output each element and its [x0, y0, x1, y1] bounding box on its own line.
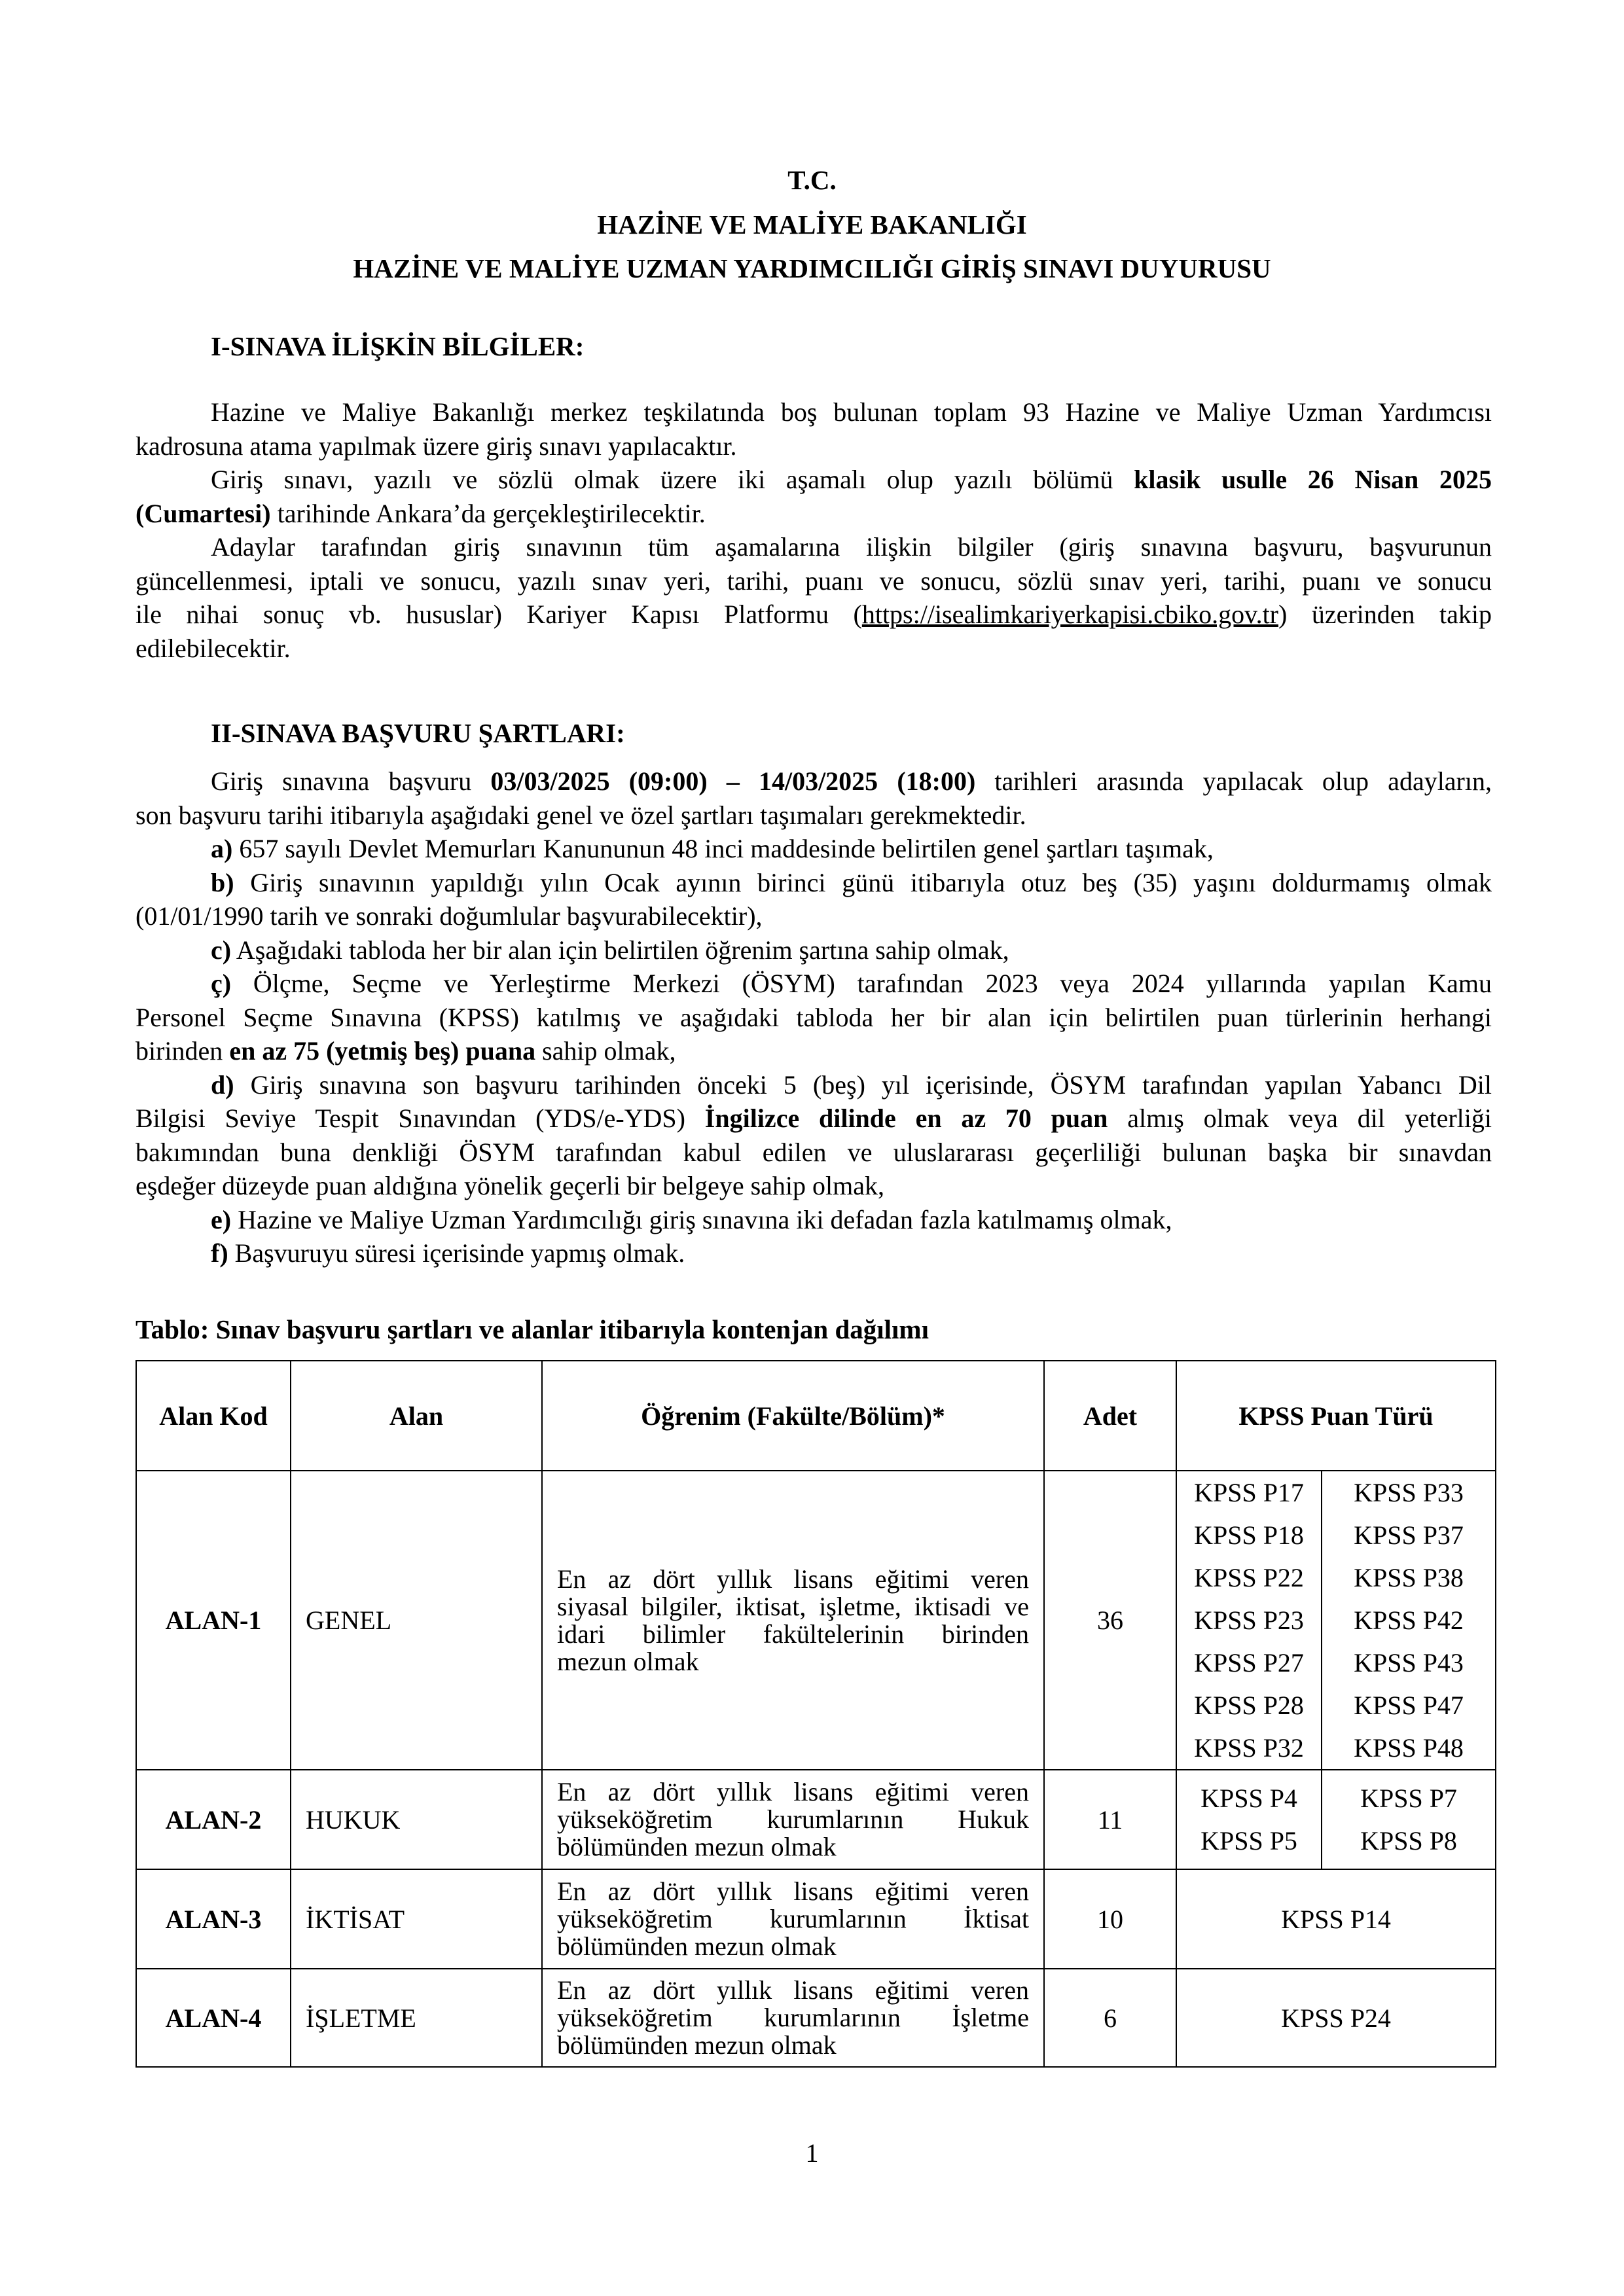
item-d-text2: Bilgisi Seviye Tespit Sınavından (YDS/e-YDS) [135, 1103, 705, 1133]
row2-code: ALAN-2 [136, 1770, 291, 1869]
header-title: HAZİNE VE MALİYE UZMAN YARDIMCILIĞI GİRİŞ SINAVI DUYURUSU [353, 253, 1271, 283]
row4-edu [542, 1969, 1044, 2067]
row1-edu [542, 1471, 1044, 1770]
row2-alan: HUKUK [291, 1770, 542, 1869]
item-cc-line1 [135, 967, 1492, 1001]
intro-text2: tarihleri arasında yapılacak olup adayların, [975, 766, 1492, 796]
section1-paragraphs [135, 395, 1492, 665]
item-c [135, 933, 1492, 967]
row2-kpss-left [1176, 1770, 1322, 1869]
item-a-text: 657 sayılı Devlet Memurları Kanununun 48 inci maddesinde belirtilen genel şartları taşımak, [232, 834, 1214, 863]
row2-adet: 11 [1044, 1770, 1176, 1869]
kpss-score-type: KPSS P7 [1360, 1784, 1457, 1813]
intro-line1 [135, 764, 1492, 798]
row4-kpss: KPSS P24 [1176, 1969, 1496, 2067]
row2-edu-l2: yükseköğretim kurumlarının Hukuk [557, 1804, 1029, 1834]
item-f [135, 1236, 1492, 1270]
kpss-score-type: KPSS P17 [1194, 1478, 1304, 1507]
row3-edu-l2: yükseköğretim kurumlarının İktisat [557, 1904, 1029, 1933]
application-dates: 03/03/2025 (09:00) – 14/03/2025 (18:00) [490, 766, 976, 796]
row3-code: ALAN-3 [136, 1869, 291, 1969]
row4-edu-l3: bölümünden mezun olmak [557, 2030, 837, 2060]
row3-edu-l1: En az dört yıllık lisans eğitimi veren [557, 1876, 1029, 1906]
kariyer-kapisi-link[interactable]: https://isealimkariyerkapisi.cbiko.gov.tr [861, 600, 1278, 629]
kpss-score-type: KPSS P18 [1194, 1520, 1304, 1550]
row4-edu-l1: En az dört yıllık lisans eğitimi veren [557, 1975, 1029, 2005]
row1-kpss-right [1322, 1471, 1496, 1770]
row1-edu-l3: idari bilimler fakültelerinin birinden [557, 1619, 1029, 1649]
p3-line3 [135, 598, 1492, 632]
item-d-line2 [135, 1102, 1492, 1136]
item-e [135, 1203, 1492, 1237]
item-d-line4: eşdeğer düzeyde puan aldığına yönelik geçerli bir belgeye sahip olmak, [135, 1171, 885, 1200]
row2-edu-l3: bölümünden mezun olmak [557, 1832, 837, 1861]
item-b-text: Giriş sınavının yapıldığı yılın Ocak ayının birinci günü itibarıyla otuz beş (35) yaşını doldurmamış olmak [234, 867, 1492, 897]
p2-text2: tarihinde Ankara’da gerçekleştirilecektir. [270, 498, 706, 528]
item-c-key: c) [211, 935, 232, 965]
item-cc-score-bold: en az 75 (yetmiş beş) puana [229, 1036, 536, 1066]
header-alan: Alan [291, 1361, 542, 1471]
row1-adet: 36 [1044, 1471, 1176, 1770]
row4-edu-l2: yükseköğretim kurumlarının İşletme [557, 2003, 1029, 2032]
kpss-score-type: KPSS P37 [1354, 1520, 1464, 1550]
item-a [135, 832, 1492, 866]
quota-table [135, 1360, 1496, 2068]
p2-line2 [135, 497, 1492, 531]
kpss-score-type: KPSS P47 [1354, 1691, 1464, 1720]
item-cc-line3 [135, 1034, 1492, 1068]
item-cc-text4: sahip olmak, [535, 1036, 676, 1066]
kpss-score-type: KPSS P22 [1194, 1563, 1304, 1592]
kpss-score-type: KPSS P23 [1194, 1605, 1304, 1635]
table-header-row [136, 1361, 1496, 1471]
row1-code: ALAN-1 [136, 1471, 291, 1770]
row1-edu-l2: siyasal bilgiler, iktisat, işletme, iktisadi ve [557, 1591, 1029, 1621]
item-d-key: d) [211, 1069, 234, 1100]
p1-line2: kadrosuna atama yapılmak üzere giriş sınavı yapılacaktır. [135, 431, 737, 461]
p2-day-bold: (Cumartesi) [135, 498, 271, 528]
kpss-score-type: KPSS P27 [1194, 1648, 1304, 1677]
item-f-text: Başvuruyu süresi içerisinde yapmış olmak. [228, 1238, 685, 1268]
table-row [136, 1969, 1496, 2067]
row1-kpss-left [1176, 1471, 1322, 1770]
kpss-score-type: KPSS P32 [1194, 1733, 1304, 1763]
p3-text2: ) üzerinden takip [1278, 600, 1492, 629]
p3-line1: Adaylar tarafından giriş sınavının tüm aşamalarına ilişkin bilgiler (giriş sınavına başvuru, başvurunun [211, 532, 1492, 562]
row3-alan: İKTİSAT [291, 1869, 542, 1969]
kpss-score-type: KPSS P28 [1194, 1691, 1304, 1720]
p3-text: ile nihai sonuç vb. hususlar) Kariyer Kapısı Platformu ( [135, 600, 862, 629]
p1-line1: Hazine ve Maliye Bakanlığı merkez teşkilatında boş bulunan toplam 93 Hazine ve Maliye Uzman Yardımcısı [211, 397, 1492, 427]
intro-line2: son başvuru tarihi itibarıyla aşağıdaki genel ve özel şartları taşımaları gerekmektedir. [135, 800, 1026, 830]
header-alan-kod: Alan Kod [136, 1361, 291, 1471]
item-cc-line2: Personel Seçme Sınavına (KPSS) katılmış ve aşağıdaki tabloda her bir alan için belirtilen puan türlerinin herhangi [135, 1002, 1492, 1032]
item-d-line3: bakımından buna denkliği ÖSYM tarafından kabul edilen ve uluslararası geçerliliği bulunan başka bir sınavdan [135, 1137, 1492, 1167]
row4-code: ALAN-4 [136, 1969, 291, 2067]
row3-adet: 10 [1044, 1869, 1176, 1969]
kpss-score-type: KPSS P8 [1360, 1826, 1457, 1856]
table-caption: Tablo: Sınav başvuru şartları ve alanlar itibarıyla kontenjan dağılımı [135, 1314, 929, 1344]
kpss-score-type: KPSS P43 [1354, 1648, 1464, 1677]
section1-title: I-SINAVA İLİŞKİN BİLGİLER: [211, 331, 585, 361]
p2-date-bold: klasik usulle 26 Nisan 2025 [1134, 465, 1492, 494]
p2-line1 [135, 463, 1492, 497]
table-row [136, 1869, 1496, 1969]
p3-line2: güncellenmesi, iptali ve sonucu, yazılı sınav yeri, tarihi, puanı ve sonucu, sözlü sınav yeri, tarihi, puanı ve sonucu [135, 565, 1492, 596]
row3-edu [542, 1869, 1044, 1969]
kpss-score-type: KPSS P4 [1200, 1784, 1297, 1813]
row2-edu-l1: En az dört yıllık lisans eğitimi veren [557, 1777, 1029, 1806]
section2-paragraphs [135, 764, 1492, 1270]
kpss-score-type: KPSS P33 [1354, 1478, 1464, 1507]
item-e-text: Hazine ve Maliye Uzman Yardımcılığı giriş sınavına iki defadan fazla katılmamış olmak, [231, 1204, 1172, 1234]
page-number: 1 [805, 2138, 819, 2168]
section2-title: II-SINAVA BAŞVURU ŞARTLARI: [211, 718, 625, 748]
intro-text: Giriş sınavına başvuru [211, 766, 491, 796]
item-e-key: e) [211, 1204, 232, 1234]
header-kpss: KPSS Puan Türü [1176, 1361, 1496, 1471]
row2-edu [542, 1770, 1044, 1869]
row1-edu-l4: mezun olmak [557, 1646, 699, 1676]
kpss-score-type: KPSS P48 [1354, 1733, 1464, 1763]
kpss-score-type: KPSS P5 [1200, 1826, 1297, 1856]
item-cc-key: ç) [211, 969, 232, 998]
p3-line4: edilebilecektir. [135, 633, 291, 663]
header-adet: Adet [1044, 1361, 1176, 1471]
row3-kpss: KPSS P14 [1176, 1869, 1496, 1969]
row1-alan: GENEL [291, 1471, 542, 1770]
header-ogrenim: Öğrenim (Fakülte/Bölüm)* [542, 1361, 1044, 1471]
item-f-key: f) [211, 1238, 228, 1268]
row3-edu-l3: bölümünden mezun olmak [557, 1931, 837, 1961]
header-ministry: HAZİNE VE MALİYE BAKANLIĞI [597, 209, 1027, 240]
row2-kpss-right [1322, 1770, 1496, 1869]
item-cc-text3: birinden [135, 1036, 230, 1066]
row4-adet: 6 [1044, 1969, 1176, 2067]
item-c-text: Aşağıdaki tabloda her bir alan için belirtilen öğrenim şartına sahip olmak, [231, 935, 1009, 965]
item-d-english-bold: İngilizce dilinde en az 70 puan [704, 1103, 1108, 1133]
table-row [136, 1770, 1496, 1869]
kpss-score-type: KPSS P42 [1354, 1605, 1464, 1635]
item-cc-text: Ölçme, Seçme ve Yerleştirme Merkezi (ÖSYM) tarafından 2023 veya 2024 yıllarında yapılan Kamu [231, 969, 1492, 998]
header-line-tc: T.C. [787, 165, 837, 195]
row4-alan: İŞLETME [291, 1969, 542, 2067]
item-b-key: b) [211, 867, 234, 897]
row1-edu-l1: En az dört yıllık lisans eğitimi veren [557, 1564, 1029, 1594]
table-row [136, 1471, 1496, 1770]
kpss-score-type: KPSS P38 [1354, 1563, 1464, 1592]
item-d-text: Giriş sınavına son başvuru tarihinden önceki 5 (beş) yıl içerisinde, ÖSYM tarafından yapılan Yabancı Dil [234, 1069, 1492, 1100]
item-d-text3: almış olmak veya dil yeterliği [1108, 1103, 1492, 1133]
item-b-line1 [135, 866, 1492, 900]
item-d-line1 [135, 1068, 1492, 1102]
item-a-key: a) [211, 834, 233, 863]
item-b-line2: (01/01/1990 tarih ve sonraki doğumlular başvurabilecektir), [135, 901, 763, 931]
p2-text: Giriş sınavı, yazılı ve sözlü olmak üzere iki aşamalı olup yazılı bölümü [211, 465, 1134, 494]
